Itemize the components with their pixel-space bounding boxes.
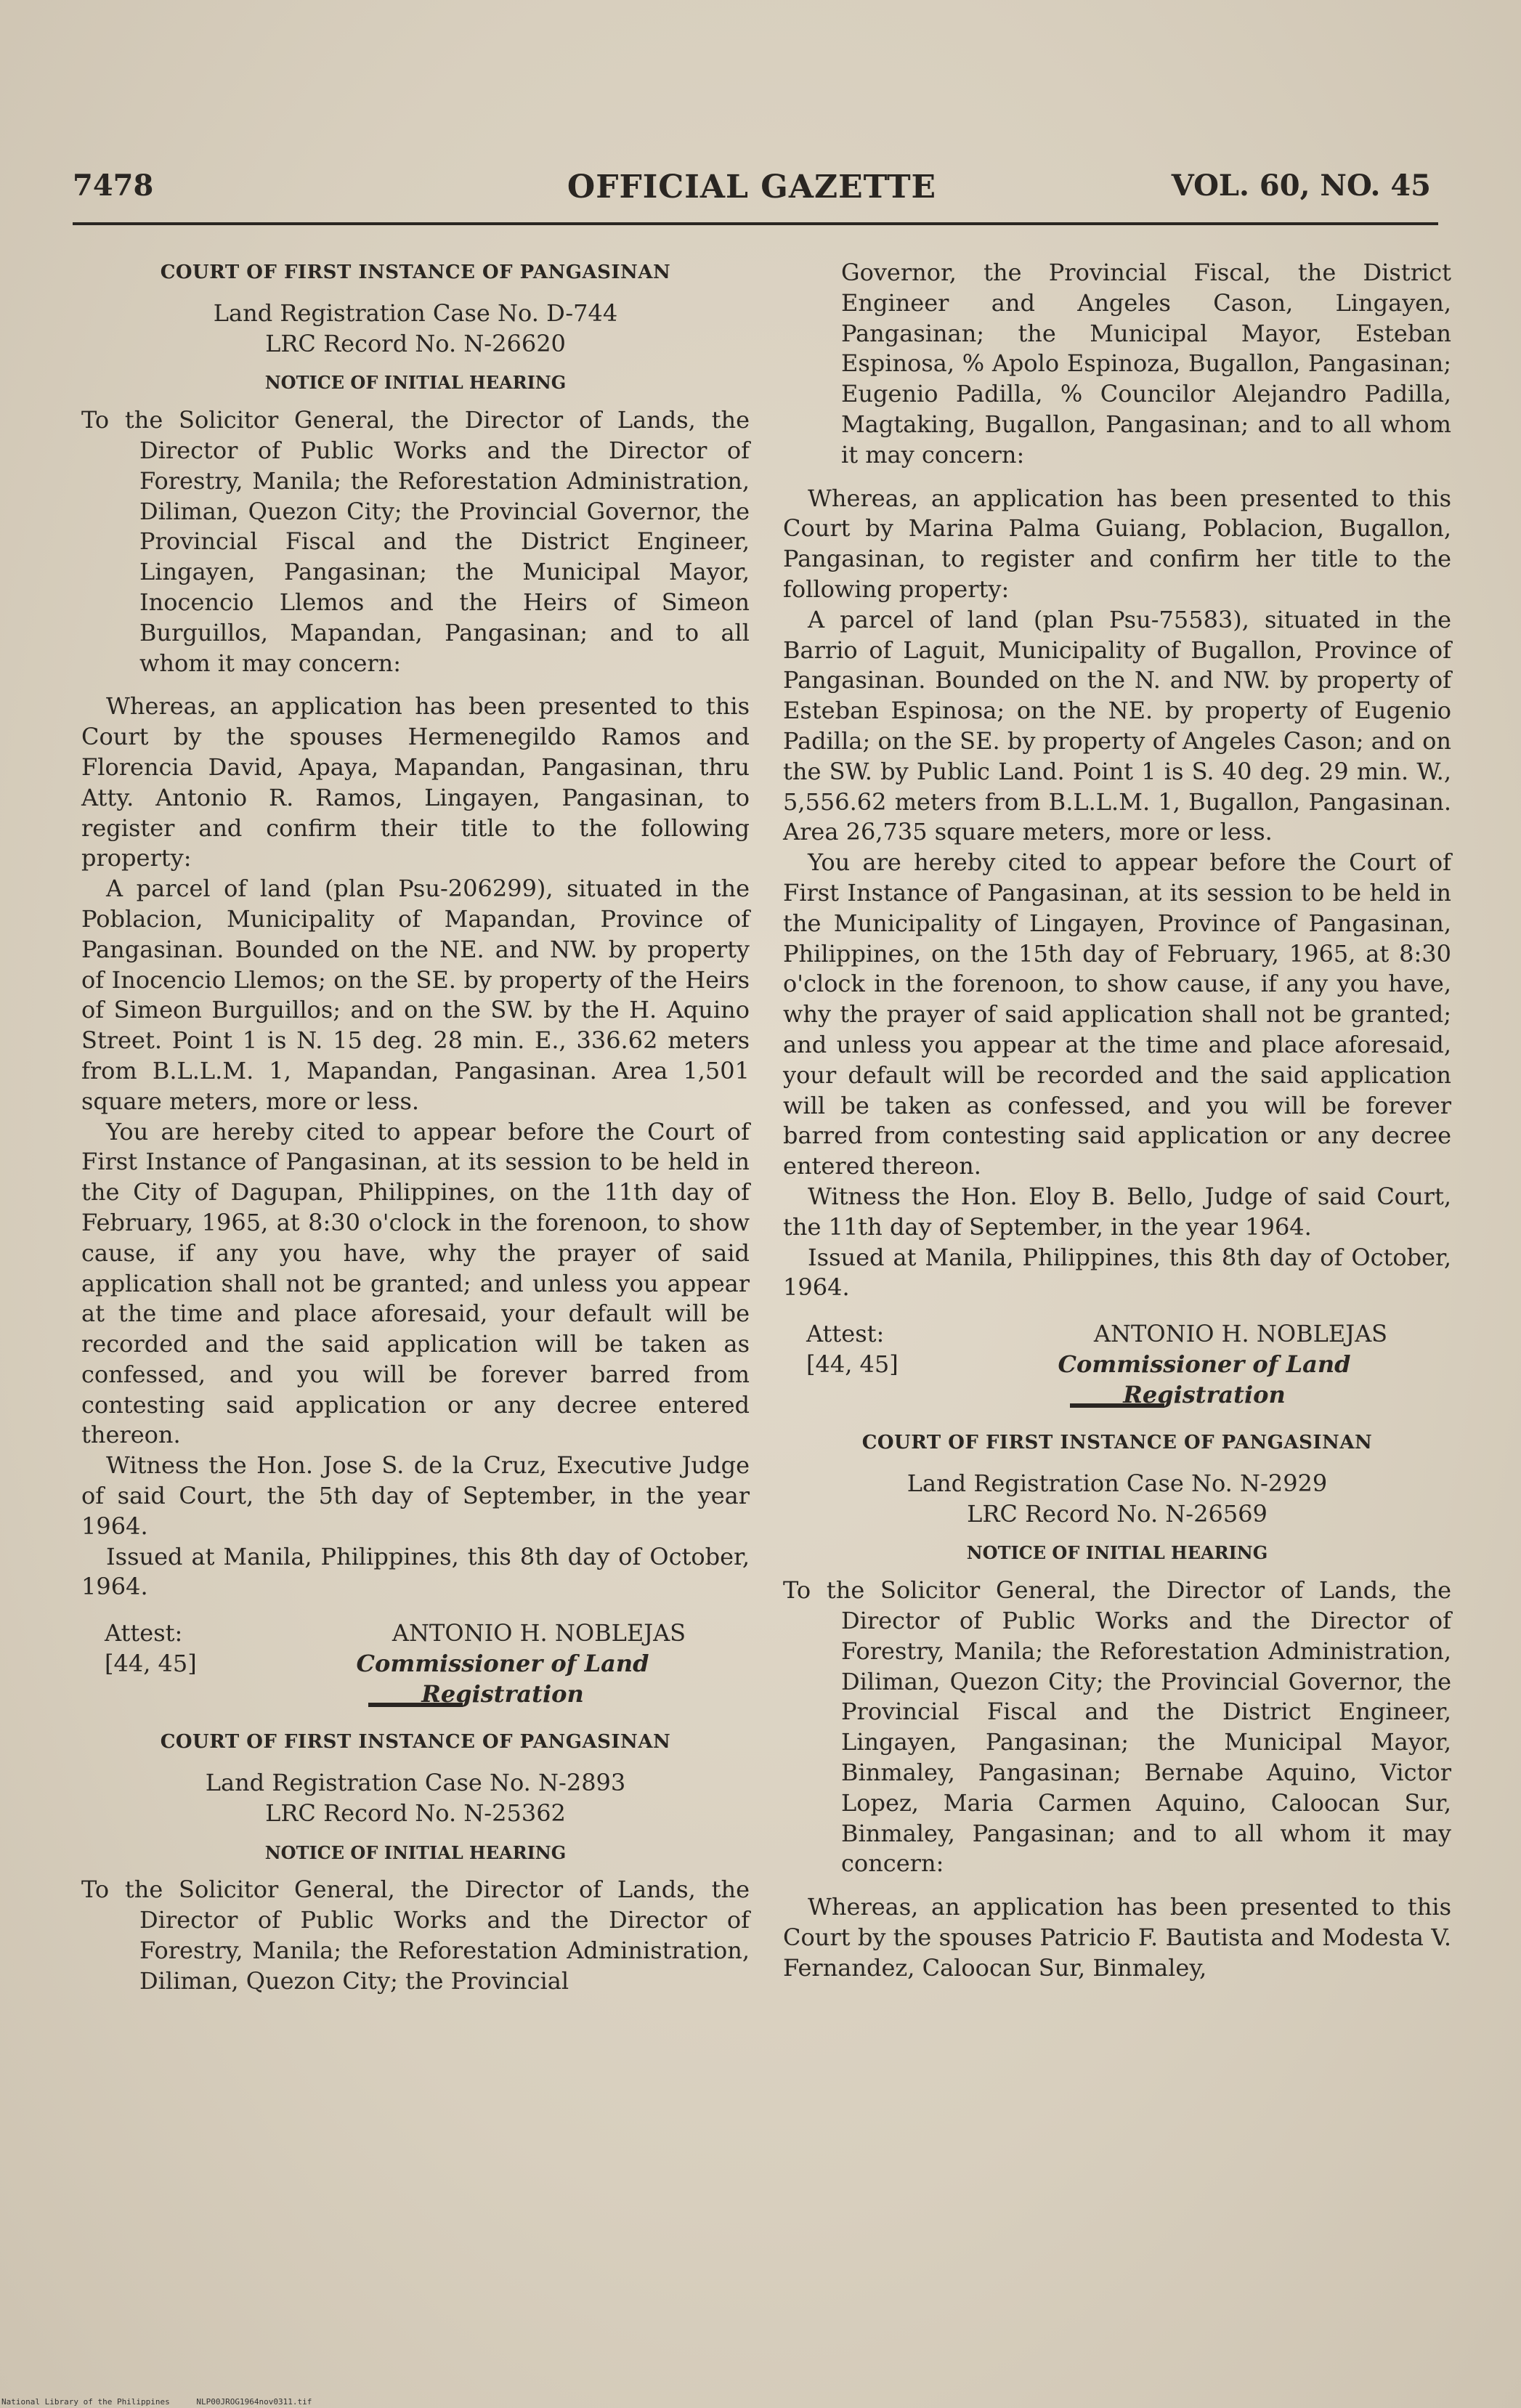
case-number: Land Registration Case No. D-744 <box>213 299 618 327</box>
notice-address: To the Solicitor General, the Director of Lands, the Director of Public Works and the Director of Forestry, Manila; the Reforestation Administration, Diliman, Quezon City; the Provincial Governor, the Provincial Fiscal and the District Engineer, Lingayen, Pangasinan; the Municipal Mayor, Inocencio Llemos and the Heirs of Simeon Burguillos, Mapandan, Pangasinan; and to all whom it may concern: <box>81 406 750 677</box>
attest-label: Attest: <box>806 1320 885 1348</box>
witness-paragraph: Witness the Hon. Jose S. de la Cruz, Executive Judge of said Court, the 5th day of September, in the year 1964. <box>81 1451 750 1540</box>
lrc-record: LRC Record No. N-26569 <box>967 1499 1268 1528</box>
header-rule <box>73 222 1438 225</box>
notice-address-continued: Governor, the Provincial Fiscal, the District Engineer and Angeles Cason, Lingayen, Pangasinan; the Municipal Mayor, Esteban Espinosa, % Apolo Espinoza, Bugallon, Pangasinan; Eugenio Padilla, % Councilor Alejandro Padilla, Magtaking, Bugallon, Pangasinan; and to all whom it may concern: <box>841 259 1451 469</box>
court-heading: COURT OF FIRST INSTANCE OF PANGASINAN <box>861 1432 1373 1454</box>
file-name: NLP00JROG1964nov0311.tif <box>196 2397 312 2407</box>
citation-paragraph: You are hereby cited to appear before the Court of First Instance of Pangasinan, at its session to be held in the Municipality of Lingayen, Province of Pangasinan, Philippines, on the 15th day of February, 1965, at 8:30 o'clock in the forenoon, to show cause, if any you have, why the prayer of said application shall not be granted; and unless you appear at the time and place aforesaid, your default will be recorded and the said application will be taken as confessed, and you will be forever barred from contesting said application or any decree entered thereon. <box>783 848 1451 1180</box>
notice-address: To the Solicitor General, the Director of Lands, the Director of Public Works and the Director of Forestry, Manila; the Reforestation Administration, Diliman, Quezon City; the Provincial <box>81 1876 750 1995</box>
notice-address: To the Solicitor General, the Director of Lands, the Director of Public Works and the Director of Forestry, Manila; the Reforestation Administration, Diliman, Quezon City; the Provincial Governor, the Provincial Fiscal and the District Engineer, Lingayen, Pangasinan; the Municipal Mayor, Binmaley, Pangasinan; Bernabe Aquino, Victor Lopez, Maria Carmen Aquino, Caloocan Sur, Binmaley, Pangasinan; and to all whom it may concern: <box>783 1576 1451 1878</box>
notice-section <box>81 1727 750 1996</box>
issued-paragraph: Issued at Manila, Philippines, this 8th day of October, 1964. <box>783 1243 1451 1302</box>
volume-number: VOL. 60, NO. 45 <box>1171 169 1431 203</box>
witness-paragraph: Witness the Hon. Eloy B. Bello, Judge of said Court, the 11th day of September, in the year 1964. <box>783 1182 1451 1241</box>
notice-title: NOTICE OF INITIAL HEARING <box>264 1841 567 1863</box>
attest-reference: [44, 45] <box>806 1350 899 1379</box>
case-number: Land Registration Case No. N-2929 <box>906 1469 1328 1497</box>
notice-section <box>783 1428 1451 1984</box>
case-number: Land Registration Case No. N-2893 <box>205 1769 626 1797</box>
left-column <box>81 258 750 2010</box>
commissioner-name: ANTONIO H. NOBLEJAS <box>1093 1320 1388 1348</box>
lrc-record: LRC Record No. N-25362 <box>265 1799 566 1827</box>
attest-block <box>81 1618 750 1708</box>
notice-title: NOTICE OF INITIAL HEARING <box>966 1542 1268 1564</box>
parcel-paragraph: A parcel of land (plan Psu-206299), situated in the Poblacion, Municipality of Mapandan, Province of Pangasinan. Bounded on the NE. and NW. by property of Inocencio Llemos; on the SE. by property of the Heirs of Simeon Burguillos; and on the SW. by the H. Aquino Street. Point 1 is N. 15 deg. 28 min. E., 336.62 meters from B.L.L.M. 1, Mapandan, Pangasinan. Area 1,501 square meters, more or less. <box>81 875 750 1115</box>
commissioner-title: Commissioner of Land Registration <box>1058 1350 1351 1408</box>
notice-title: NOTICE OF INITIAL HEARING <box>264 372 567 394</box>
parcel-paragraph: A parcel of land (plan Psu-75583), situated in the Barrio of Laguit, Municipality of Bugallon, Province of Pangasinan. Bounded on the N. and NW. by property of Esteban Espinosa; on the NE. by property of Eugenio Padilla; on the SE. by property of Angeles Cason; and on the SW. by Public Land. Point 1 is S. 40 deg. 29 min. W., 5,556.62 meters from B.L.L.M. 1, Bugallon, Pangasinan. Area 26,735 square meters, more or less. <box>783 605 1451 846</box>
attest-block <box>783 1319 1451 1408</box>
court-heading: COURT OF FIRST INSTANCE OF PANGASINAN <box>160 262 671 283</box>
scan-footer <box>1 2397 333 2407</box>
court-heading: COURT OF FIRST INSTANCE OF PANGASINAN <box>160 1731 671 1754</box>
page-header <box>73 169 1431 212</box>
whereas-paragraph: Whereas, an application has been presented to this Court by Marina Palma Guiang, Poblacion, Bugallon, Pangasinan, to register and confirm her title to the following property: <box>783 484 1451 603</box>
library-credit: National Library of the Philippines <box>1 2397 170 2407</box>
issued-paragraph: Issued at Manila, Philippines, this 8th day of October, 1964. <box>81 1542 750 1601</box>
gazette-title: OFFICIAL GAZETTE <box>567 169 937 206</box>
commissioner-title: Commissioner of Land Registration <box>356 1650 649 1708</box>
whereas-paragraph: Whereas, an application has been presented to this Court by the spouses Hermenegildo Ramos and Florencia David, Apaya, Mapandan, Pangasinan, thru Atty. Antonio R. Ramos, Lingayen, Pangasinan, to register and confirm their title to the following property: <box>81 692 750 872</box>
lrc-record: LRC Record No. N-26620 <box>265 329 566 357</box>
page-number: 7478 <box>73 169 154 203</box>
attest-reference: [44, 45] <box>105 1650 197 1678</box>
citation-paragraph: You are hereby cited to appear before the Court of First Instance of Pangasinan, at its session to be held in the City of Dagupan, Philippines, on the 11th day of February, 1965, at 8:30 o'clock in the forenoon, to show cause, if any you have, why the prayer of said application shall not be granted; and unless you appear at the time and place aforesaid, your default will be recorded and the said application will be taken as confessed, and you will be forever barred from contesting said application or any decree entered thereon. <box>81 1117 750 1449</box>
attest-label: Attest: <box>105 1619 183 1647</box>
notice-section <box>81 258 750 1708</box>
whereas-paragraph: Whereas, an application has been presented to this Court by the spouses Patricio F. Bautista and Modesta V. Fernandez, Caloocan Sur, Binmaley, <box>783 1893 1451 1982</box>
right-column <box>783 258 1451 1984</box>
commissioner-name: ANTONIO H. NOBLEJAS <box>392 1619 686 1647</box>
